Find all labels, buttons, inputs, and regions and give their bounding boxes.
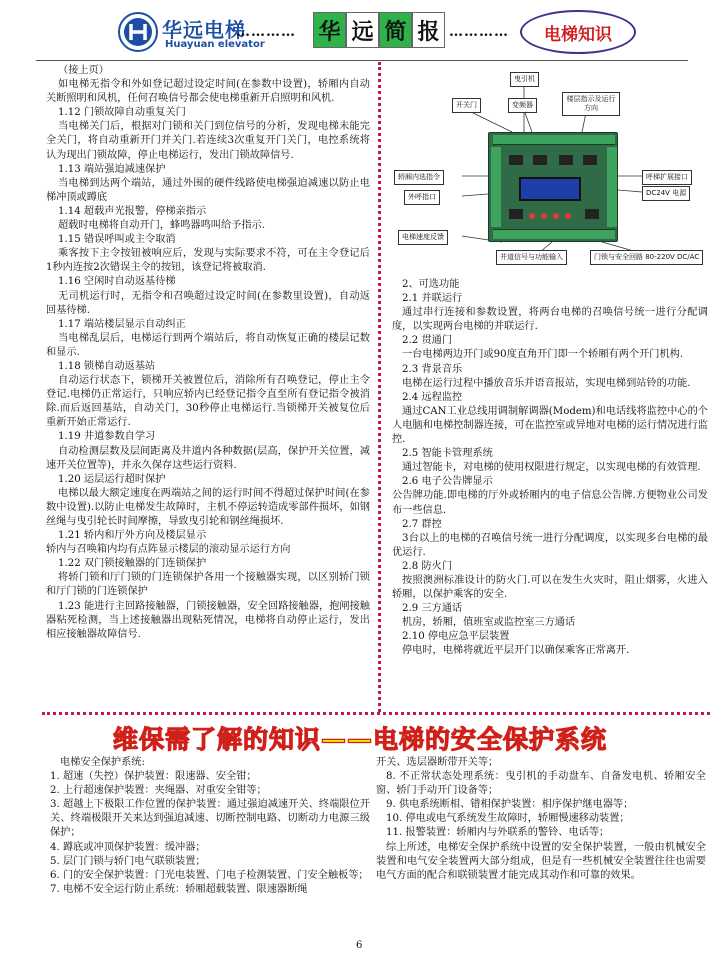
paragraph: 2.9 三方通话 xyxy=(402,603,463,615)
paragraph: 1.20 运层运行超时保护 xyxy=(58,473,166,485)
led xyxy=(541,213,547,219)
chip xyxy=(585,209,599,219)
paragraph: 4. 蹲底或冲顶保护装置：缓冲器； xyxy=(50,841,206,853)
paragraph: 当电梯到达两个端站，通过外围的硬件线路使电梯强迫减速以防止电梯冲顶或蹲底 xyxy=(46,177,370,203)
diagram-label: 曳引机 xyxy=(510,72,539,87)
terminal-block xyxy=(607,147,617,227)
chip xyxy=(559,155,573,165)
paragraph: 1.16 空闲时自动返基待梯 xyxy=(58,276,176,288)
header-dots-right: ………… xyxy=(449,24,509,40)
lcd-display xyxy=(519,177,581,201)
chip xyxy=(509,155,523,165)
diagram-label: 外呼指口 xyxy=(404,190,440,205)
paragraph: 1.14 超载声光报警，停梯亲指示 xyxy=(58,205,207,217)
diagram-label: 井道信号与功能输入 xyxy=(496,250,567,265)
title-char: 报 xyxy=(412,12,445,48)
title-char: 华 xyxy=(313,12,346,48)
paragraph: 1.18 锁梯自动返基站 xyxy=(58,360,156,372)
paragraph: 11. 报警装置：轿厢内与外联系的警铃、电话等； xyxy=(386,827,610,839)
led xyxy=(529,213,535,219)
huayuan-logo-icon xyxy=(118,12,158,52)
diagram-label: 楼层指示及运行方向 xyxy=(562,92,620,116)
paragraph: 2.5 智能卡管理系统 xyxy=(402,448,493,460)
page-number: 6 xyxy=(356,940,363,951)
paragraph: 通过串行连接和参数设置，将两台电梯的召唤信号统一进行分配调度，以实现两台电梯的并联运行. xyxy=(392,307,708,333)
terminal-block xyxy=(491,147,501,227)
paragraph: 如电梯无指令和外如登记超过设定时间(在参数中设置)，轿厢内自动关断照明和风机，任何召唤信号都会使电梯重新开启照明和风机. xyxy=(46,79,370,105)
terminal-block xyxy=(493,135,615,145)
chip xyxy=(533,155,547,165)
paragraph: 1.23 能进行主回路接触器，门锁接触器，安全回路接触器，抱闸接触器粘死检测，当上述接触器出现粘死情况，电梯将自动停止运行，发出相应接触器故障信号. xyxy=(46,600,370,640)
diagram-label: 呼梯扩展接口 xyxy=(642,170,692,185)
paragraph: 轿内与召唤箱内均有点阵显示楼层的滚动显示运行方向 xyxy=(46,544,291,556)
terminal-block xyxy=(493,229,615,239)
paragraph: 2. 上行超速保护装置：夹绳器、对重安全钳等； xyxy=(50,785,267,797)
paragraph: 超载时电梯将自动开门，蜂鸣器鸣叫给予指示. xyxy=(58,220,265,232)
paragraph: 1. 超速（失控）保护装置：限速器、安全钳； xyxy=(50,771,257,783)
paragraph: 2.3 背景音乐 xyxy=(402,363,463,375)
paragraph: 5. 层门门锁与轿门电气联锁装置； xyxy=(50,855,206,867)
header-dots-left: ………… xyxy=(236,24,296,40)
header-divider xyxy=(36,60,688,61)
paragraph: 电梯安全保护系统: xyxy=(60,757,145,768)
paragraph: 通过CAN工业总线用调制解调器(Modem)和电话线将监控中心的个人电脑和电梯控制器连接，可在监控室或异地对电梯的运行情况进行监控. xyxy=(392,405,708,446)
paragraph: 2.4 远程监控 xyxy=(402,391,463,403)
paragraph: 1.19 井道参数自学习 xyxy=(58,431,156,443)
column-divider xyxy=(378,62,381,712)
paragraph: 开关、选层器断带开关等； xyxy=(376,757,499,768)
paragraph: 综上所述，电梯安全保护系统中设置的安全保护装置，一般由机械安全装置和电气安全装置两大部分组成，但是有一些机械安全装置往往也需要电气方面的配合和联锁装置才能完成其动作和可靠的效果。 xyxy=(376,841,706,881)
paragraph: 2.8 防火门 xyxy=(402,560,453,572)
led xyxy=(565,213,571,219)
paragraph: 自动检测层数及层间距离及井道内各种数据(层高，保护开关位置，减速开关位置等)，并永久保存这些运行资料. xyxy=(46,445,370,471)
paragraph: 3台以上的电梯的召唤信号统一进行分配调度，以实现多台电梯的最优运行. xyxy=(392,532,708,558)
paragraph: 2.6 电子公告牌显示 xyxy=(402,476,493,488)
paragraph: 按照澳洲标准设计的防火门.可以在发生火灾时，阻止烟雾，火进入轿厢，以保护乘客的安全. xyxy=(392,574,708,601)
section-banner-title: 维保需了解的知识——电梯的安全保护系统 xyxy=(112,725,607,754)
paragraph: 8. 不正常状态处理系统：曳引机的手动盘车、自备发电机、轿厢安全窗、轿门手动开门设备等； xyxy=(376,771,706,797)
led xyxy=(553,213,559,219)
paragraph: 停电时，电梯将就近平层开门以确保乘客正常离开. xyxy=(402,645,630,657)
paragraph: 2.1 并联运行 xyxy=(402,293,463,305)
paragraph: 1.22 双门锁接触器的门连锁保护 xyxy=(58,558,207,570)
paragraph: 10. 停电或电气系统发生故障时，轿厢慢速移动装置； xyxy=(386,813,630,825)
paragraph: 1.15 错误呼叫或主令取消 xyxy=(58,234,176,246)
paragraph: 公告牌功能.即电梯的厅外或轿厢内的电子信息公告牌.方便物业公司发布一些信息. xyxy=(392,490,708,516)
diagram-label: 变频器 xyxy=(508,98,537,113)
chip xyxy=(509,209,523,219)
paragraph: 自动运行状态下，锁梯开关被置位后，消除所有召唤登记，停止主令登记.电梯仍正常运行，只响应轿内已经登记指令直至所有登记指令被消除.而后返回基站，自动关门，30秒停止电梯运行.当锁梯开关被复位后重新开始正常运行. xyxy=(46,375,370,429)
paragraph: 7. 电梯不安全运行防止系统：轿厢超载装置、限速器断绳 xyxy=(50,883,308,895)
paragraph: 9. 供电系统断相、错相保护装置：相序保护继电器等； xyxy=(386,799,634,811)
paragraph: 3. 超越上下极限工作位置的保护装置：通过强迫减速开关、终端限位开关、终端极限开关来达到强迫减速、切断控制电路、切断动力电源三级保护； xyxy=(50,799,370,839)
paragraph: 1.13 端站强迫减速保护 xyxy=(58,163,166,175)
brand-name: 华远电梯 xyxy=(162,18,246,42)
paragraph: 电梯以最大额定速度在两端站之间的运行时间不得超过保护时间(在参数中设置).以防止电梯发生故障时，主机不停运转造成零部件损坏，如钢丝绳与曳引轮长时间摩擦，导致曳引轮和钢丝绳损坏. xyxy=(46,487,370,527)
paragraph: 1.21 轿内和厅外方向及楼层显示 xyxy=(58,530,207,542)
diagram-label: 门锁与安全回路 80-220V DC/AC xyxy=(590,250,703,265)
paragraph: 2.10 停电应急平层装置 xyxy=(402,631,510,643)
paragraph: 通过智能卡，对电梯的使用权限进行规定，以实现电梯的有效管理. xyxy=(402,462,701,474)
paragraph: 无司机运行时，无指令和召唤超过设定时间(在参数里设置)，自动返回基待梯. xyxy=(46,290,370,316)
diagram-label: DC24V 电源 xyxy=(642,186,690,201)
paragraph: 2.7 群控 xyxy=(402,518,442,530)
diagram-label: 电梯速度反馈 xyxy=(398,230,448,245)
section-divider xyxy=(42,712,710,715)
section-badge: 电梯知识 xyxy=(520,10,636,54)
paragraph: 一台电梯两边开门或90度直角开门即一个轿厢有两个开门机构. xyxy=(402,349,684,361)
bottom-right-text xyxy=(376,756,706,883)
bottom-left-text xyxy=(50,756,370,897)
paragraph: 1.12 门锁故障自动重复关门 xyxy=(58,107,186,119)
paragraph: 1.17 端站楼层显示自动纠正 xyxy=(58,318,186,330)
chip xyxy=(583,155,597,165)
paragraph: （接上页） xyxy=(58,65,109,76)
paragraph: 当电梯关门后，根据对门锁和关门到位信号的分析，发现电梯未能完全关门，将自动重新开门并关门.若连续3次重复开门关门，电控系统将认为现出门锁故障，停止电梯运行，发出门锁故障信号. xyxy=(46,121,370,161)
title-char: 简 xyxy=(379,12,412,48)
diagram-label: 开关门 xyxy=(452,98,481,113)
newsletter-title xyxy=(313,12,445,48)
controller-diagram xyxy=(392,66,702,278)
title-char: 远 xyxy=(346,12,379,48)
paragraph: 机房，轿厢，值班室或监控室三方通话 xyxy=(402,617,576,629)
brand-name-en: Huayuan elevator xyxy=(165,39,265,50)
paragraph: 6. 门的安全保护装置：门光电装置、门电子检测装置、门安全触板等； xyxy=(50,869,369,881)
page-header xyxy=(0,0,720,60)
controller-board-image xyxy=(488,132,618,242)
paragraph: 当电梯乱层后，电梯运行到两个端站后，将自动恢复正确的楼层记数和显示. xyxy=(46,332,370,358)
paragraph: 2、可选功能 xyxy=(402,279,460,290)
paragraph: 乘客按下主令按钮被响应后，发现与实际要求不符，可在主令登记后1秒内连按2次错误主令的按钮，该登记将被取消. xyxy=(46,248,370,274)
right-column-text xyxy=(392,278,708,712)
diagram-label: 轿厢内选指令 xyxy=(394,170,444,185)
paragraph: 将轿门锁和厅门锁的门连锁保护各用一个接触器实现，以区别轿门锁和厅门锁的门连锁保护 xyxy=(46,572,370,598)
left-column-text xyxy=(46,64,370,712)
paragraph: 电梯在运行过程中播放音乐并语音报站，实现电梯到站铃的功能. xyxy=(402,377,691,389)
paragraph: 2.2 贯通门 xyxy=(402,335,453,347)
